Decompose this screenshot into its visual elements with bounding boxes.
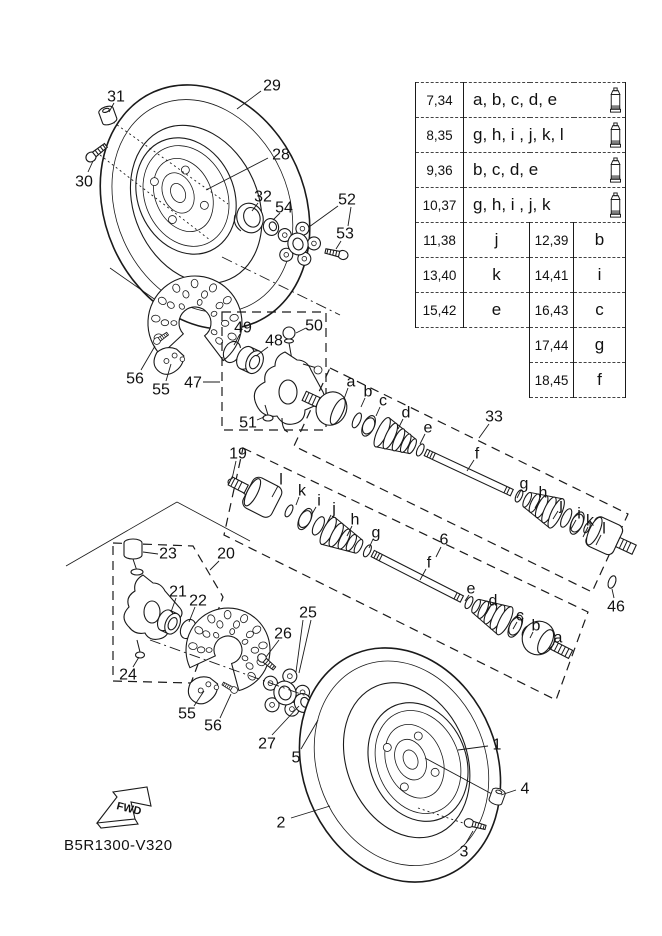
callout-53: 53 <box>336 225 354 243</box>
callout-19: 19 <box>229 445 247 463</box>
diagram-code: B5R1300-V320 <box>64 837 173 854</box>
part-cell: g <box>574 328 626 363</box>
reference-table <box>415 82 626 398</box>
callout-i: i <box>577 505 581 523</box>
leader-line <box>143 552 158 554</box>
callout-24: 24 <box>119 666 137 684</box>
table-row <box>416 188 626 223</box>
ref-cell: 7,34 <box>416 83 464 118</box>
callout-a: a <box>346 373 356 391</box>
table-row <box>416 153 626 188</box>
parts-cell <box>464 188 626 223</box>
callout-g: g <box>519 475 529 493</box>
assembly-line <box>177 502 250 541</box>
callout-56: 56 <box>204 717 222 735</box>
callout-c: c <box>516 607 524 625</box>
wheel-bearing-48 <box>233 344 267 377</box>
disc-guard-hole <box>191 279 198 288</box>
callout-b: b <box>531 617 541 635</box>
part-cell: f <box>574 363 626 398</box>
disc-guard-hole <box>224 610 231 619</box>
leader-line <box>232 461 236 479</box>
part-cell: b <box>574 223 626 258</box>
callout-l: l <box>279 471 283 489</box>
callout-47: 47 <box>184 374 202 392</box>
callout-l: l <box>602 520 606 538</box>
leader-line <box>296 620 303 672</box>
empty-cell <box>416 328 530 363</box>
part-cell: k <box>464 258 530 293</box>
fwd-label: FWD <box>115 800 143 818</box>
leader-line <box>309 206 338 227</box>
label-bracket-25 <box>299 620 311 673</box>
table-row <box>416 118 626 153</box>
callout-e: e <box>466 580 476 598</box>
part-cell: e <box>464 293 530 328</box>
disc-guard-bracket-bottom <box>185 673 222 706</box>
callout-54: 54 <box>275 199 293 217</box>
callout-46: 46 <box>607 598 625 616</box>
callout-i: i <box>317 492 321 510</box>
callout-30: 30 <box>75 173 93 191</box>
callout-f: f <box>426 554 432 572</box>
callout-k: k <box>586 512 594 530</box>
parts-list: g, h, i , j, k, l <box>473 125 564 144</box>
leader-line <box>436 547 441 557</box>
ref-cell: 15,42 <box>416 293 464 328</box>
grease-tube-icon <box>609 157 622 184</box>
callout-j: j <box>332 500 336 518</box>
table-row <box>416 258 626 293</box>
callout-1: 1 <box>492 736 502 754</box>
part-cell: i <box>574 258 626 293</box>
table-row <box>416 363 626 398</box>
ref-cell: 13,40 <box>416 258 464 293</box>
callout-33: 33 <box>485 408 503 426</box>
parts-list: b, c, d, e <box>473 160 539 179</box>
label-bracket-52 <box>348 207 351 226</box>
callout-49: 49 <box>234 319 252 337</box>
callout-5: 5 <box>291 749 301 767</box>
lug-nut-31 <box>98 105 118 127</box>
ref-cell: 18,45 <box>530 363 574 398</box>
ring-46 <box>606 575 617 590</box>
disc-guard-hole <box>197 647 205 653</box>
ref-cell: 10,37 <box>416 188 464 223</box>
callout-50: 50 <box>305 317 323 335</box>
callout-25: 25 <box>299 604 317 622</box>
callout-55: 55 <box>178 705 196 723</box>
parts-cell <box>464 118 626 153</box>
cotter-pin-24 <box>136 640 145 658</box>
empty-cell <box>416 363 530 398</box>
callout-h: h <box>538 484 548 502</box>
leader-line <box>133 657 139 667</box>
parts-list: a, b, c, d, e <box>473 90 558 109</box>
table-row <box>416 223 626 258</box>
callout-k: k <box>298 482 306 500</box>
parts-cell <box>464 153 626 188</box>
callout-55: 55 <box>152 381 170 399</box>
disc-guard-hole <box>161 320 169 326</box>
bolt-56-bottom <box>221 681 239 695</box>
callout-2: 2 <box>276 814 286 832</box>
callout-29: 29 <box>263 77 281 95</box>
callout-a: a <box>553 629 563 647</box>
leader-line <box>612 589 614 598</box>
callout-6: 6 <box>439 531 449 549</box>
callout-56: 56 <box>126 370 144 388</box>
callout-22: 22 <box>189 592 207 610</box>
disc-guard-hole <box>206 648 212 653</box>
part-cell: c <box>574 293 626 328</box>
disc-guard-hole <box>221 320 229 326</box>
callout-20: 20 <box>217 545 235 563</box>
ref-cell: 12,39 <box>530 223 574 258</box>
callout-3: 3 <box>459 843 469 861</box>
grease-tube-icon <box>609 192 622 219</box>
callout-e: e <box>423 419 433 437</box>
parts-cell <box>464 83 626 118</box>
ref-cell: 8,35 <box>416 118 464 153</box>
table-row <box>416 293 626 328</box>
disc-guard-hole <box>171 321 177 326</box>
table-row <box>416 328 626 363</box>
callout-28: 28 <box>272 146 290 164</box>
grease-tube-icon <box>609 87 622 114</box>
callout-c: c <box>379 392 387 410</box>
callout-d: d <box>401 404 411 422</box>
leader-line <box>220 694 231 718</box>
callout-48: 48 <box>265 332 283 350</box>
leader-line <box>141 346 155 370</box>
grease-tube-icon <box>609 122 622 149</box>
ref-cell: 17,44 <box>530 328 574 363</box>
callout-26: 26 <box>274 625 292 643</box>
callout-23: 23 <box>159 545 177 563</box>
callout-4: 4 <box>520 780 530 798</box>
callout-j: j <box>559 496 563 514</box>
ref-cell: 11,38 <box>416 223 464 258</box>
callout-h: h <box>350 511 360 529</box>
callout-b: b <box>363 383 373 401</box>
part-cell: j <box>464 223 530 258</box>
fwd-arrow-icon <box>97 787 151 828</box>
ball-joint-23 <box>124 539 143 575</box>
callout-32: 32 <box>254 188 272 206</box>
leader-line <box>88 161 93 172</box>
ref-cell: 9,36 <box>416 153 464 188</box>
leader-line <box>479 424 489 438</box>
parts-list: g, h, i , j, k <box>473 195 551 214</box>
callout-51: 51 <box>239 414 257 432</box>
callout-52: 52 <box>338 191 356 209</box>
callout-f: f <box>474 445 480 463</box>
callout-21: 21 <box>169 583 187 601</box>
disc-guard-hole <box>251 647 259 653</box>
table-row <box>416 83 626 118</box>
callout-d: d <box>488 592 498 610</box>
callout-31: 31 <box>107 88 125 106</box>
callout-27: 27 <box>258 735 276 753</box>
leader-line <box>312 507 316 514</box>
callout-g: g <box>371 524 381 542</box>
ref-cell: 14,41 <box>530 258 574 293</box>
ref-cell: 16,43 <box>530 293 574 328</box>
